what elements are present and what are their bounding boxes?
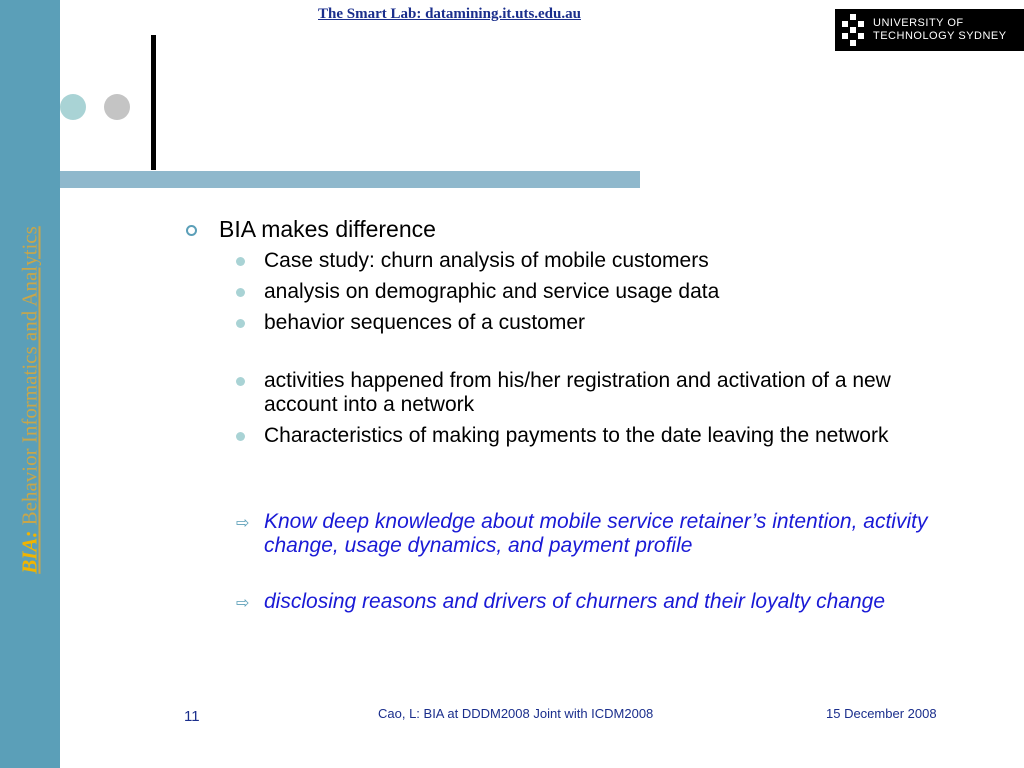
- sidebar: [0, 0, 60, 768]
- footer-date: 15 December 2008: [826, 706, 937, 721]
- arrow-bullet-icon: ⇨: [236, 595, 250, 612]
- sub-bullet: activities happened from his/her registration and activation of a new account into a network: [264, 369, 891, 416]
- ring-bullet-icon: [186, 225, 197, 236]
- uts-logo-text: [873, 17, 1007, 43]
- decor-vertical-line: [151, 35, 156, 170]
- sub-bullet: behavior sequences of a customer: [264, 311, 586, 334]
- uts-logo-icon: [835, 9, 871, 51]
- arrow-bullet-icon: ⇨: [236, 515, 250, 532]
- decor-dot-grey: [104, 94, 130, 120]
- header-link[interactable]: The Smart Lab: datamining.it.uts.edu.au: [318, 6, 581, 22]
- sub-bullet: analysis on demographic and service usage data: [264, 280, 720, 303]
- sidebar-title-rest: Behavior Informatics and Analytics: [17, 226, 42, 531]
- dot-bullet-icon: [236, 377, 245, 386]
- main-bullet: BIA makes difference: [219, 216, 436, 242]
- decor-dot-teal: [60, 94, 86, 120]
- emphasis-bullet: disclosing reasons and drivers of churners and their loyalty change: [264, 590, 886, 613]
- sidebar-title-bia: BIA:: [17, 530, 42, 574]
- decor-horizontal-bar: [60, 171, 640, 188]
- sub-bullet: Characteristics of making payments to the date leaving the network: [264, 424, 889, 447]
- page-number: 11: [184, 708, 200, 725]
- footer-citation: Cao, L: BIA at DDDM2008 Joint with ICDM2008: [378, 706, 654, 721]
- sub-bullet: Case study: churn analysis of mobile customers: [264, 249, 709, 272]
- uts-logo-line1: UNIVERSITY OF: [873, 17, 964, 29]
- emphasis-bullet: Know deep knowledge about mobile service retainer’s intention, activity change, usage dynamics, and payment profile: [264, 510, 928, 557]
- dot-bullet-icon: [236, 257, 245, 266]
- dot-bullet-icon: [236, 288, 245, 297]
- uts-logo-line2: TECHNOLOGY SYDNEY: [873, 30, 1007, 42]
- uts-logo: [835, 9, 1024, 51]
- sidebar-title: [18, 226, 43, 574]
- dot-bullet-icon: [236, 319, 245, 328]
- dot-bullet-icon: [236, 432, 245, 441]
